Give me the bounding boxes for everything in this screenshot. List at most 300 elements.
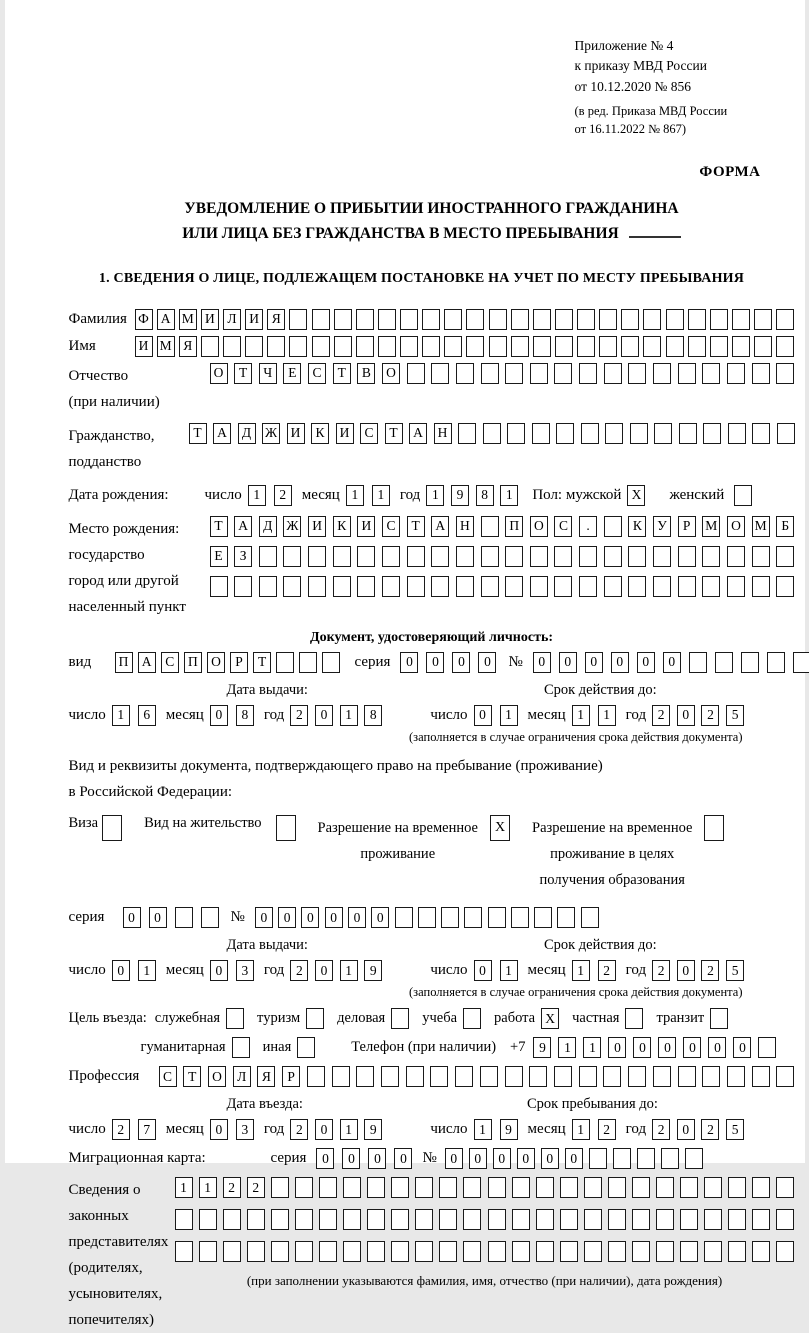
form-cell[interactable] [613,1148,631,1169]
form-cell[interactable] [656,1177,674,1198]
form-cell[interactable] [430,1066,448,1087]
form-cell[interactable] [710,336,728,357]
form-cell[interactable]: О [207,652,225,673]
form-cell[interactable] [481,516,499,537]
form-cell[interactable]: 0 [426,652,444,673]
form-cell[interactable]: 7 [138,1119,156,1140]
form-cell[interactable]: О [530,516,548,537]
form-cell[interactable] [678,546,696,567]
form-cell[interactable] [579,1066,597,1087]
form-cell[interactable]: 9 [451,485,469,506]
form-cell[interactable] [608,1177,626,1198]
form-cell[interactable] [604,546,622,567]
form-cell[interactable] [283,546,301,567]
form-cell[interactable] [378,336,396,357]
form-cell[interactable]: X [490,815,510,841]
form-cell[interactable]: 9 [364,1119,382,1140]
form-cell[interactable] [656,1209,674,1230]
form-cell[interactable] [628,576,646,597]
form-cell[interactable]: 0 [469,1148,487,1169]
form-cell[interactable]: 6 [138,705,156,726]
purpose-option-checkbox[interactable] [232,1037,250,1058]
form-cell[interactable] [680,1177,698,1198]
form-cell[interactable]: 0 [658,1037,676,1058]
form-cell[interactable] [511,336,529,357]
form-cell[interactable]: 2 [701,1119,719,1140]
form-cell[interactable]: 2 [598,960,616,981]
form-cell[interactable] [415,1177,433,1198]
form-cell[interactable]: Л [223,309,241,330]
form-cell[interactable] [259,546,277,567]
form-cell[interactable]: 0 [325,907,343,928]
form-cell[interactable]: 0 [608,1037,626,1058]
form-cell[interactable]: 0 [611,652,629,673]
form-cell[interactable]: 0 [677,960,695,981]
form-cell[interactable] [343,1241,361,1262]
form-cell[interactable] [628,1066,646,1087]
form-cell[interactable] [367,1177,385,1198]
purpose-option-checkbox[interactable] [463,1008,481,1029]
form-cell[interactable] [678,363,696,384]
form-cell[interactable] [295,1241,313,1262]
form-cell[interactable]: Т [210,516,228,537]
form-cell[interactable]: 0 [559,652,577,673]
form-cell[interactable] [532,423,550,444]
form-cell[interactable]: Е [210,546,228,567]
form-cell[interactable]: 0 [474,960,492,981]
form-cell[interactable] [555,336,573,357]
form-cell[interactable] [431,576,449,597]
form-cell[interactable] [505,363,523,384]
form-cell[interactable] [507,423,525,444]
form-cell[interactable] [481,576,499,597]
form-cell[interactable] [356,309,374,330]
form-cell[interactable]: Н [434,423,452,444]
form-cell[interactable] [689,652,707,673]
form-cell[interactable] [728,1209,746,1230]
form-cell[interactable] [319,1177,337,1198]
purpose-option-checkbox[interactable] [297,1037,315,1058]
form-cell[interactable]: И [308,516,326,537]
form-cell[interactable] [621,309,639,330]
form-cell[interactable] [653,546,671,567]
form-cell[interactable] [334,336,352,357]
form-cell[interactable] [276,815,296,841]
form-cell[interactable]: 0 [123,907,141,928]
form-cell[interactable] [604,576,622,597]
form-cell[interactable]: М [702,516,720,537]
form-cell[interactable]: 0 [315,1119,333,1140]
form-cell[interactable]: 0 [677,705,695,726]
form-cell[interactable]: 0 [452,652,470,673]
form-cell[interactable] [382,576,400,597]
form-cell[interactable]: 1 [558,1037,576,1058]
form-cell[interactable]: С [554,516,572,537]
form-cell[interactable] [732,309,750,330]
form-cell[interactable] [333,546,351,567]
form-cell[interactable]: 1 [572,705,590,726]
form-cell[interactable]: А [138,652,156,673]
form-cell[interactable] [456,546,474,567]
form-cell[interactable]: 0 [315,960,333,981]
form-cell[interactable] [678,576,696,597]
form-cell[interactable]: О [208,1066,226,1087]
form-cell[interactable]: 2 [652,1119,670,1140]
form-cell[interactable] [308,576,326,597]
form-cell[interactable]: О [210,363,228,384]
form-cell[interactable]: С [159,1066,177,1087]
form-cell[interactable] [343,1177,361,1198]
form-cell[interactable] [776,576,794,597]
form-cell[interactable] [247,1241,265,1262]
form-cell[interactable] [752,1209,770,1230]
form-cell[interactable]: 8 [364,705,382,726]
form-cell[interactable]: С [360,423,378,444]
form-cell[interactable] [441,907,459,928]
form-cell[interactable] [356,336,374,357]
form-cell[interactable]: К [311,423,329,444]
form-cell[interactable] [752,546,770,567]
form-cell[interactable] [223,1209,241,1230]
form-cell[interactable] [656,1241,674,1262]
form-cell[interactable] [608,1209,626,1230]
form-cell[interactable]: В [357,363,375,384]
form-cell[interactable] [643,336,661,357]
form-cell[interactable] [102,815,122,841]
form-cell[interactable] [776,1209,794,1230]
form-cell[interactable] [343,1209,361,1230]
form-cell[interactable] [560,1241,578,1262]
purpose-option-checkbox[interactable]: X [541,1008,559,1029]
form-cell[interactable] [752,423,770,444]
form-cell[interactable]: 1 [598,705,616,726]
form-cell[interactable] [391,1241,409,1262]
form-cell[interactable]: Я [257,1066,275,1087]
form-cell[interactable]: М [157,336,175,357]
form-cell[interactable]: X [627,485,645,506]
form-cell[interactable] [604,516,622,537]
form-cell[interactable]: 0 [683,1037,701,1058]
form-cell[interactable] [584,1209,602,1230]
form-cell[interactable] [407,576,425,597]
form-cell[interactable]: А [213,423,231,444]
form-cell[interactable] [793,652,809,673]
form-cell[interactable] [632,1177,650,1198]
form-cell[interactable]: 0 [149,907,167,928]
form-cell[interactable]: 1 [199,1177,217,1198]
form-cell[interactable]: 5 [726,1119,744,1140]
form-cell[interactable] [464,907,482,928]
form-cell[interactable] [533,309,551,330]
form-cell[interactable] [299,652,317,673]
form-cell[interactable] [577,309,595,330]
form-cell[interactable]: И [357,516,375,537]
form-cell[interactable] [702,576,720,597]
form-cell[interactable] [483,423,501,444]
form-cell[interactable]: Т [234,363,252,384]
form-cell[interactable] [678,1066,696,1087]
form-cell[interactable]: 2 [652,705,670,726]
form-cell[interactable] [728,1241,746,1262]
form-cell[interactable] [630,423,648,444]
form-cell[interactable] [488,1209,506,1230]
form-cell[interactable] [357,546,375,567]
form-cell[interactable]: 8 [476,485,494,506]
form-cell[interactable] [776,336,794,357]
form-cell[interactable] [628,363,646,384]
form-cell[interactable] [560,1177,578,1198]
form-cell[interactable] [536,1177,554,1198]
form-cell[interactable] [536,1241,554,1262]
form-cell[interactable] [458,423,476,444]
form-cell[interactable]: И [245,309,263,330]
form-cell[interactable]: А [157,309,175,330]
purpose-option-checkbox[interactable] [226,1008,244,1029]
form-cell[interactable]: 0 [342,1148,360,1169]
form-cell[interactable]: И [201,309,219,330]
form-cell[interactable] [728,1177,746,1198]
form-cell[interactable] [466,309,484,330]
form-cell[interactable] [554,363,572,384]
form-cell[interactable] [505,576,523,597]
form-cell[interactable]: 0 [210,1119,228,1140]
form-cell[interactable] [727,1066,745,1087]
form-cell[interactable] [481,546,499,567]
form-cell[interactable]: 0 [677,1119,695,1140]
form-cell[interactable] [732,336,750,357]
form-cell[interactable] [577,336,595,357]
form-cell[interactable] [777,423,795,444]
form-cell[interactable]: 0 [633,1037,651,1058]
form-cell[interactable] [511,309,529,330]
form-cell[interactable] [512,1177,530,1198]
form-cell[interactable]: 1 [474,1119,492,1140]
form-cell[interactable] [666,309,684,330]
form-cell[interactable]: 0 [278,907,296,928]
form-cell[interactable] [463,1241,481,1262]
form-cell[interactable] [702,363,720,384]
form-cell[interactable] [758,1037,776,1058]
form-cell[interactable] [276,652,294,673]
form-cell[interactable] [480,1066,498,1087]
form-cell[interactable] [579,576,597,597]
form-cell[interactable]: 8 [236,705,254,726]
form-cell[interactable] [530,576,548,597]
form-cell[interactable]: 1 [175,1177,193,1198]
form-cell[interactable] [710,309,728,330]
form-cell[interactable] [247,1209,265,1230]
form-cell[interactable] [767,652,785,673]
form-cell[interactable] [334,309,352,330]
form-cell[interactable] [463,1209,481,1230]
form-cell[interactable] [382,546,400,567]
form-cell[interactable] [210,576,228,597]
form-cell[interactable]: 0 [541,1148,559,1169]
form-cell[interactable] [653,576,671,597]
form-cell[interactable] [632,1209,650,1230]
form-cell[interactable]: 0 [663,652,681,673]
form-cell[interactable] [319,1209,337,1230]
form-cell[interactable]: Т [407,516,425,537]
form-cell[interactable] [512,1241,530,1262]
form-cell[interactable]: 0 [394,1148,412,1169]
form-cell[interactable] [579,546,597,567]
form-cell[interactable] [456,363,474,384]
purpose-option-checkbox[interactable] [625,1008,643,1029]
form-cell[interactable]: 2 [598,1119,616,1140]
form-cell[interactable] [245,336,263,357]
form-cell[interactable] [604,363,622,384]
form-cell[interactable]: 1 [248,485,266,506]
form-cell[interactable] [637,1148,655,1169]
form-cell[interactable] [175,1209,193,1230]
form-cell[interactable]: 9 [500,1119,518,1140]
form-cell[interactable]: 2 [274,485,292,506]
form-cell[interactable] [628,546,646,567]
form-cell[interactable] [463,1177,481,1198]
form-cell[interactable]: 2 [701,705,719,726]
form-cell[interactable] [605,423,623,444]
form-cell[interactable] [422,309,440,330]
form-cell[interactable] [533,336,551,357]
form-cell[interactable] [554,576,572,597]
form-cell[interactable] [415,1241,433,1262]
form-cell[interactable]: 9 [364,960,382,981]
form-cell[interactable] [685,1148,703,1169]
form-cell[interactable] [643,309,661,330]
form-cell[interactable] [776,1241,794,1262]
form-cell[interactable] [488,1241,506,1262]
form-cell[interactable]: 0 [400,652,418,673]
form-cell[interactable] [415,1209,433,1230]
form-cell[interactable]: М [752,516,770,537]
form-cell[interactable] [199,1209,217,1230]
form-cell[interactable] [332,1066,350,1087]
form-cell[interactable] [439,1241,457,1262]
form-cell[interactable] [431,546,449,567]
form-cell[interactable]: Ж [283,516,301,537]
form-cell[interactable] [367,1241,385,1262]
form-cell[interactable]: 1 [112,705,130,726]
form-cell[interactable] [752,1177,770,1198]
form-cell[interactable]: Р [282,1066,300,1087]
form-cell[interactable]: 0 [112,960,130,981]
form-cell[interactable]: 0 [368,1148,386,1169]
form-cell[interactable]: И [336,423,354,444]
form-cell[interactable] [271,1241,289,1262]
form-cell[interactable]: А [409,423,427,444]
form-cell[interactable] [357,576,375,597]
form-cell[interactable]: Т [189,423,207,444]
form-cell[interactable] [439,1209,457,1230]
form-cell[interactable] [530,546,548,567]
form-cell[interactable]: 0 [637,652,655,673]
form-cell[interactable] [704,1209,722,1230]
form-cell[interactable] [406,1066,424,1087]
form-cell[interactable] [688,309,706,330]
form-cell[interactable]: З [234,546,252,567]
form-cell[interactable]: 1 [372,485,390,506]
form-cell[interactable] [728,423,746,444]
form-cell[interactable] [307,1066,325,1087]
form-cell[interactable]: Д [238,423,256,444]
form-cell[interactable]: К [628,516,646,537]
form-cell[interactable]: 2 [247,1177,265,1198]
form-cell[interactable] [488,1177,506,1198]
form-cell[interactable] [175,1241,193,1262]
form-cell[interactable]: 0 [301,907,319,928]
form-cell[interactable]: 0 [210,960,228,981]
form-cell[interactable] [289,336,307,357]
form-cell[interactable] [608,1241,626,1262]
form-cell[interactable]: Н [456,516,474,537]
form-cell[interactable] [456,576,474,597]
form-cell[interactable]: Д [259,516,277,537]
form-cell[interactable]: 2 [290,705,308,726]
form-cell[interactable]: Р [678,516,696,537]
form-cell[interactable] [378,309,396,330]
form-cell[interactable] [776,1066,794,1087]
form-cell[interactable]: О [727,516,745,537]
form-cell[interactable] [727,363,745,384]
form-cell[interactable]: 0 [733,1037,751,1058]
form-cell[interactable] [680,1209,698,1230]
form-cell[interactable] [536,1209,554,1230]
form-cell[interactable]: П [115,652,133,673]
form-cell[interactable]: 0 [517,1148,535,1169]
form-cell[interactable]: П [184,652,202,673]
form-cell[interactable] [554,1066,572,1087]
form-cell[interactable]: 1 [500,705,518,726]
form-cell[interactable] [512,1209,530,1230]
form-cell[interactable] [367,1209,385,1230]
form-cell[interactable] [776,309,794,330]
form-cell[interactable] [422,336,440,357]
form-cell[interactable] [431,363,449,384]
form-cell[interactable]: 0 [474,705,492,726]
form-cell[interactable]: П [505,516,523,537]
form-cell[interactable] [505,1066,523,1087]
form-cell[interactable]: 2 [112,1119,130,1140]
form-cell[interactable] [661,1148,679,1169]
form-cell[interactable]: Ж [262,423,280,444]
form-cell[interactable] [395,907,413,928]
form-cell[interactable] [455,1066,473,1087]
form-cell[interactable] [754,309,772,330]
form-cell[interactable] [704,1177,722,1198]
form-cell[interactable] [702,1066,720,1087]
form-cell[interactable]: 3 [236,960,254,981]
form-cell[interactable]: 1 [572,960,590,981]
form-cell[interactable] [271,1177,289,1198]
form-cell[interactable] [704,1241,722,1262]
form-cell[interactable]: Е [283,363,301,384]
form-cell[interactable] [703,423,721,444]
form-cell[interactable] [680,1241,698,1262]
form-cell[interactable] [584,1241,602,1262]
form-cell[interactable] [632,1241,650,1262]
form-cell[interactable] [599,336,617,357]
form-cell[interactable]: И [135,336,153,357]
form-cell[interactable]: С [161,652,179,673]
purpose-option-checkbox[interactable] [710,1008,728,1029]
form-cell[interactable] [603,1066,621,1087]
form-cell[interactable] [704,815,724,841]
form-cell[interactable]: 1 [346,485,364,506]
form-cell[interactable] [653,1066,671,1087]
form-cell[interactable]: 5 [726,960,744,981]
form-cell[interactable] [259,576,277,597]
